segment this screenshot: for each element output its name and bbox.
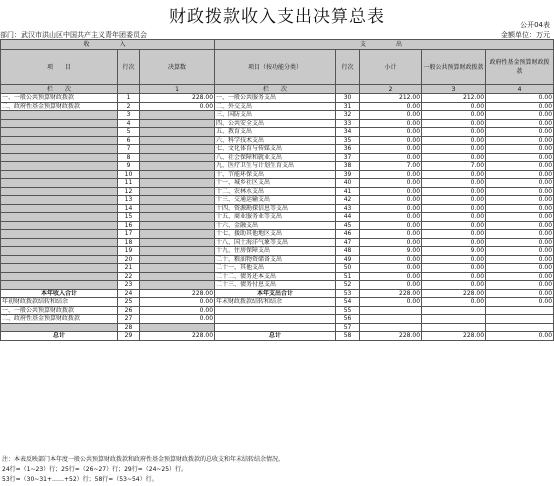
left-item-cell xyxy=(1,230,118,239)
right-line-cell: 43 xyxy=(336,204,360,213)
right-line-cell: 55 xyxy=(336,306,360,315)
subtotal-cell: 0.00 xyxy=(360,255,422,264)
table-row xyxy=(1,221,554,230)
right-line-cell: 31 xyxy=(336,102,360,111)
fund-amount-cell: 0.00 xyxy=(486,264,554,273)
left-item-cell xyxy=(1,145,118,154)
right-line-cell: 45 xyxy=(336,221,360,230)
col-budget: 决算数 xyxy=(140,50,215,85)
left-line-cell: 16 xyxy=(118,221,140,230)
left-line-cell: 24 xyxy=(118,289,140,298)
general-amount-cell: 0.00 xyxy=(422,196,486,205)
left-item-cell xyxy=(1,119,118,128)
fund-amount-cell: 0.00 xyxy=(486,170,554,179)
subtotal-cell: 0.00 xyxy=(360,119,422,128)
left-line-cell: 15 xyxy=(118,213,140,222)
right-line-cell: 48 xyxy=(336,247,360,256)
left-item-cell xyxy=(1,162,118,171)
left-item-cell xyxy=(1,281,118,290)
right-line-cell: 46 xyxy=(336,230,360,239)
fund-amount-cell: 0.00 xyxy=(486,221,554,230)
table-row xyxy=(1,264,554,273)
right-line-cell: 50 xyxy=(336,264,360,273)
fund-amount-cell: 0.00 xyxy=(486,153,554,162)
right-line-cell: 56 xyxy=(336,315,360,324)
table-row xyxy=(1,289,554,298)
general-amount-cell: 0.00 xyxy=(422,179,486,188)
table-row xyxy=(1,230,554,239)
col-num-1: 1 xyxy=(140,85,215,94)
subtotal-cell: 0.00 xyxy=(360,153,422,162)
fund-amount-cell: 0.00 xyxy=(486,213,554,222)
fund-amount-cell: 0.00 xyxy=(486,247,554,256)
right-item-cell: 九、医疗卫生与计划生育支出 xyxy=(215,162,336,171)
general-amount-cell: 228.00 xyxy=(422,332,486,341)
general-amount-cell: 228.00 xyxy=(422,289,486,298)
general-amount-cell: 0.00 xyxy=(422,145,486,154)
table-row xyxy=(1,153,554,162)
general-amount-cell: 0.00 xyxy=(422,102,486,111)
subtotal-cell: 0.00 xyxy=(360,170,422,179)
right-item-cell: 十九、住房保障支出 xyxy=(215,247,336,256)
left-amount-cell: 228.00 xyxy=(140,332,215,341)
subtotal-cell: 9.00 xyxy=(360,247,422,256)
subtotal-cell: 0.00 xyxy=(360,196,422,205)
general-amount-cell: 9.00 xyxy=(422,247,486,256)
col-item: 项 目 xyxy=(1,50,118,85)
table-row xyxy=(1,145,554,154)
table-row xyxy=(1,298,554,307)
fund-amount-cell: 0.00 xyxy=(486,119,554,128)
right-item-cell xyxy=(215,315,336,324)
left-amount-cell xyxy=(140,213,215,222)
table-row xyxy=(1,255,554,264)
fund-amount-cell: 0.00 xyxy=(486,179,554,188)
subtotal-cell: 0.00 xyxy=(360,264,422,273)
left-item-cell xyxy=(1,196,118,205)
left-item-cell xyxy=(1,221,118,230)
left-item-cell xyxy=(1,272,118,281)
table-row xyxy=(1,102,554,111)
col-num-3: 3 xyxy=(422,85,486,94)
subtotal-cell: 0.00 xyxy=(360,187,422,196)
left-line-cell: 4 xyxy=(118,119,140,128)
left-item-cell xyxy=(1,247,118,256)
general-amount-cell: 212.00 xyxy=(422,94,486,103)
fund-amount-cell xyxy=(486,306,554,315)
left-item-cell xyxy=(1,238,118,247)
left-amount-cell xyxy=(140,136,215,145)
col-line: 行次 xyxy=(118,50,140,85)
right-item-cell: 年末财政拨款结转和结余 xyxy=(215,298,336,307)
table-row xyxy=(1,111,554,120)
general-amount-cell: 0.00 xyxy=(422,255,486,264)
left-amount-cell xyxy=(140,187,215,196)
right-item-cell: 十八、国土海洋气象等支出 xyxy=(215,238,336,247)
fund-amount-cell: 0.00 xyxy=(486,255,554,264)
col-label-2: 栏 次 xyxy=(215,85,336,94)
general-amount-cell: 0.00 xyxy=(422,298,486,307)
right-item-cell: 五、教育支出 xyxy=(215,128,336,137)
col-num-2: 2 xyxy=(360,85,422,94)
left-item-cell: 二、政府性基金预算财政拨款 xyxy=(1,315,118,324)
right-item-cell: 十四、资源勘探信息等支出 xyxy=(215,204,336,213)
left-item-cell xyxy=(1,187,118,196)
table-row xyxy=(1,187,554,196)
right-line-cell: 53 xyxy=(336,289,360,298)
right-line-cell: 51 xyxy=(336,272,360,281)
left-line-cell: 25 xyxy=(118,298,140,307)
subtotal-cell: 0.00 xyxy=(360,145,422,154)
col-num-4: 4 xyxy=(486,85,554,94)
table-row xyxy=(1,247,554,256)
footnote-line: 24行=（1~23）行；25行=（26~27）行；29行=（24~25）行。 xyxy=(2,466,188,473)
subtotal-cell: 228.00 xyxy=(360,289,422,298)
left-amount-cell: 228.00 xyxy=(140,289,215,298)
subtotal-cell xyxy=(360,315,422,324)
right-line-cell: 49 xyxy=(336,255,360,264)
subtotal-cell: 0.00 xyxy=(360,111,422,120)
left-amount-cell xyxy=(140,153,215,162)
left-line-cell: 21 xyxy=(118,264,140,273)
right-line-cell: 44 xyxy=(336,213,360,222)
left-item-cell xyxy=(1,213,118,222)
subtotal-cell: 0.00 xyxy=(360,136,422,145)
left-amount-cell xyxy=(140,111,215,120)
right-line-cell: 54 xyxy=(336,298,360,307)
right-item-cell: 二十、粮油物资储备支出 xyxy=(215,255,336,264)
footnote-line: 注：本表反映部门本年度一般公共预算财政拨款和政府性基金预算财政拨款的总收支和年末结转结余情况。 xyxy=(2,456,285,463)
fund-amount-cell: 0.00 xyxy=(486,272,554,281)
right-item-cell: 七、文化体育与传媒支出 xyxy=(215,145,336,154)
footnote-line: 53行=（30~31+……+52）行；58行=（53~54）行。 xyxy=(2,476,158,483)
left-amount-cell xyxy=(140,162,215,171)
fund-amount-cell: 0.00 xyxy=(486,136,554,145)
table-row xyxy=(1,196,554,205)
left-item-cell xyxy=(1,255,118,264)
left-amount-cell xyxy=(140,230,215,239)
right-line-cell: 41 xyxy=(336,187,360,196)
right-item-cell: 四、公共安全支出 xyxy=(215,119,336,128)
left-line-cell: 20 xyxy=(118,255,140,264)
department-label: 部门：武汉市洪山区中国共产主义青年团委员会 xyxy=(0,31,147,39)
right-line-cell: 57 xyxy=(336,323,360,332)
subtotal-cell: 212.00 xyxy=(360,94,422,103)
right-item-cell: 二十一、其他支出 xyxy=(215,264,336,273)
general-amount-cell: 0.00 xyxy=(422,119,486,128)
right-line-cell: 38 xyxy=(336,162,360,171)
col-general: 一般公共预算财政拨款 xyxy=(422,50,486,85)
expense-header: 支 出 xyxy=(215,40,554,50)
left-amount-cell xyxy=(140,196,215,205)
table-row xyxy=(1,170,554,179)
fund-amount-cell: 0.00 xyxy=(486,128,554,137)
left-line-cell: 2 xyxy=(118,102,140,111)
right-item-cell xyxy=(215,323,336,332)
table-row xyxy=(1,281,554,290)
general-amount-cell: 0.00 xyxy=(422,128,486,137)
general-amount-cell: 0.00 xyxy=(422,153,486,162)
report-title: 财政拨款收入支出决算总表 xyxy=(169,7,385,27)
left-item-cell: 总计 xyxy=(1,332,118,341)
left-line-cell: 19 xyxy=(118,247,140,256)
left-line-cell: 14 xyxy=(118,204,140,213)
form-number: 公开04表 xyxy=(520,21,550,29)
subtotal-cell: 0.00 xyxy=(360,204,422,213)
left-line-cell: 3 xyxy=(118,111,140,120)
general-amount-cell: 0.00 xyxy=(422,187,486,196)
table-row xyxy=(1,162,554,171)
fund-amount-cell: 0.00 xyxy=(486,289,554,298)
right-item-cell: 二、外交支出 xyxy=(215,102,336,111)
col-subtotal: 小计 xyxy=(360,50,422,85)
left-item-cell: 一、一般公共预算财政拨款 xyxy=(1,306,118,315)
left-item-cell: 年初财政拨款结转和结余 xyxy=(1,298,118,307)
left-line-cell: 22 xyxy=(118,272,140,281)
left-item-cell xyxy=(1,170,118,179)
right-item-cell: 总计 xyxy=(215,332,336,341)
right-line-cell: 30 xyxy=(336,94,360,103)
left-amount-cell xyxy=(140,119,215,128)
subtotal-cell xyxy=(360,306,422,315)
right-item-cell: 十一、城乡社区支出 xyxy=(215,179,336,188)
right-line-cell: 34 xyxy=(336,128,360,137)
right-item-cell xyxy=(215,306,336,315)
fund-amount-cell: 0.00 xyxy=(486,162,554,171)
right-line-cell: 32 xyxy=(336,111,360,120)
right-line-cell: 42 xyxy=(336,196,360,205)
col-func-item: 项目（按功能分类） xyxy=(215,50,336,85)
table-row xyxy=(1,94,554,103)
left-line-cell: 10 xyxy=(118,170,140,179)
fund-amount-cell: 0.00 xyxy=(486,196,554,205)
table-row xyxy=(1,306,554,315)
left-line-cell: 5 xyxy=(118,128,140,137)
left-amount-cell: 0.00 xyxy=(140,306,215,315)
subtotal-cell: 0.00 xyxy=(360,221,422,230)
right-line-cell: 36 xyxy=(336,145,360,154)
table-row xyxy=(1,136,554,145)
general-amount-cell: 0.00 xyxy=(422,136,486,145)
left-amount-cell xyxy=(140,272,215,281)
right-line-cell: 40 xyxy=(336,179,360,188)
left-item-cell xyxy=(1,128,118,137)
right-item-cell: 十六、金融支出 xyxy=(215,221,336,230)
left-amount-cell xyxy=(140,281,215,290)
table-row xyxy=(1,179,554,188)
right-item-cell: 八、社会保障和就业支出 xyxy=(215,153,336,162)
table-row xyxy=(1,119,554,128)
subtotal-cell: 0.00 xyxy=(360,102,422,111)
right-item-cell: 六、科学技术支出 xyxy=(215,136,336,145)
left-line-cell: 1 xyxy=(118,94,140,103)
left-amount-cell xyxy=(140,255,215,264)
general-amount-cell: 0.00 xyxy=(422,111,486,120)
col-fund: 政府性基金预算财政拨款 xyxy=(486,50,554,85)
general-amount-cell xyxy=(422,323,486,332)
fund-amount-cell: 0.00 xyxy=(486,332,554,341)
left-line-cell: 9 xyxy=(118,162,140,171)
subtotal-cell: 0.00 xyxy=(360,179,422,188)
left-line-cell: 28 xyxy=(118,323,140,332)
general-amount-cell: 0.00 xyxy=(422,230,486,239)
general-amount-cell: 0.00 xyxy=(422,213,486,222)
left-item-cell: 二、政府性基金预算财政拨款 xyxy=(1,102,118,111)
fund-amount-cell: 0.00 xyxy=(486,187,554,196)
left-item-cell xyxy=(1,136,118,145)
right-item-cell: 二十二、债务还本支出 xyxy=(215,272,336,281)
left-amount-cell xyxy=(140,238,215,247)
left-amount-cell xyxy=(140,247,215,256)
left-line-cell: 6 xyxy=(118,136,140,145)
subtotal-cell: 0.00 xyxy=(360,272,422,281)
right-item-cell: 十五、商业服务业等支出 xyxy=(215,213,336,222)
left-amount-cell xyxy=(140,221,215,230)
left-item-cell xyxy=(1,179,118,188)
left-item-cell xyxy=(1,153,118,162)
left-item-cell xyxy=(1,204,118,213)
right-line-cell: 37 xyxy=(336,153,360,162)
fund-amount-cell: 0.00 xyxy=(486,94,554,103)
subtotal-cell: 0.00 xyxy=(360,238,422,247)
fund-amount-cell xyxy=(486,323,554,332)
general-amount-cell: 0.00 xyxy=(422,204,486,213)
left-item-cell: 本年收入合计 xyxy=(1,289,118,298)
left-amount-cell xyxy=(140,179,215,188)
general-amount-cell xyxy=(422,306,486,315)
fund-amount-cell: 0.00 xyxy=(486,230,554,239)
table-row xyxy=(1,204,554,213)
right-line-cell: 33 xyxy=(336,119,360,128)
left-amount-cell: 0.00 xyxy=(140,102,215,111)
left-item-cell xyxy=(1,111,118,120)
right-line-cell: 47 xyxy=(336,238,360,247)
fund-amount-cell: 0.00 xyxy=(486,204,554,213)
left-line-cell: 11 xyxy=(118,179,140,188)
fund-amount-cell: 0.00 xyxy=(486,111,554,120)
left-amount-cell xyxy=(140,264,215,273)
left-item-cell xyxy=(1,264,118,273)
col-line-2: 行次 xyxy=(336,50,360,85)
table-row xyxy=(1,213,554,222)
left-line-cell: 29 xyxy=(118,332,140,341)
left-amount-cell xyxy=(140,128,215,137)
right-item-cell: 十三、交通运输支出 xyxy=(215,196,336,205)
fund-amount-cell: 0.00 xyxy=(486,102,554,111)
general-amount-cell: 0.00 xyxy=(422,238,486,247)
right-item-cell: 三、国防支出 xyxy=(215,111,336,120)
left-amount-cell: 0.00 xyxy=(140,315,215,324)
general-amount-cell: 0.00 xyxy=(422,221,486,230)
left-line-cell: 23 xyxy=(118,281,140,290)
income-header: 收 入 xyxy=(1,40,215,50)
table-body xyxy=(1,94,554,341)
general-amount-cell: 7.00 xyxy=(422,162,486,171)
right-item-cell: 十七、援助其他地区支出 xyxy=(215,230,336,239)
left-amount-cell xyxy=(140,170,215,179)
subtotal-cell: 0.00 xyxy=(360,281,422,290)
left-line-cell: 8 xyxy=(118,153,140,162)
table-row xyxy=(1,128,554,137)
left-line-cell: 17 xyxy=(118,230,140,239)
left-line-cell: 26 xyxy=(118,306,140,315)
right-item-cell: 一、一般公共服务支出 xyxy=(215,94,336,103)
left-line-cell: 12 xyxy=(118,187,140,196)
right-line-cell: 35 xyxy=(336,136,360,145)
left-amount-cell: 228.00 xyxy=(140,94,215,103)
table-row xyxy=(1,238,554,247)
general-amount-cell xyxy=(422,315,486,324)
subtotal-cell: 0.00 xyxy=(360,230,422,239)
fund-amount-cell: 0.00 xyxy=(486,145,554,154)
col-label: 栏 次 xyxy=(1,85,118,94)
table-row xyxy=(1,323,554,332)
subtotal-cell: 0.00 xyxy=(360,128,422,137)
right-line-cell: 52 xyxy=(336,281,360,290)
budget-table xyxy=(0,39,554,341)
table-row xyxy=(1,332,554,341)
right-item-cell: 十二、农林水支出 xyxy=(215,187,336,196)
general-amount-cell: 0.00 xyxy=(422,170,486,179)
subtotal-cell xyxy=(360,323,422,332)
left-line-cell: 18 xyxy=(118,238,140,247)
left-amount-cell: 0.00 xyxy=(140,298,215,307)
left-item-cell xyxy=(1,323,118,332)
fund-amount-cell: 0.00 xyxy=(486,238,554,247)
left-amount-cell xyxy=(140,323,215,332)
subtotal-cell: 0.00 xyxy=(360,298,422,307)
fund-amount-cell: 0.00 xyxy=(486,298,554,307)
left-line-cell: 13 xyxy=(118,196,140,205)
left-amount-cell xyxy=(140,145,215,154)
left-amount-cell xyxy=(140,204,215,213)
right-item-cell: 十、节能环保支出 xyxy=(215,170,336,179)
amount-unit: 金额单位：万元 xyxy=(501,31,550,39)
table-row xyxy=(1,315,554,324)
fund-amount-cell: 0.00 xyxy=(486,281,554,290)
left-item-cell: 一、一般公共预算财政拨款 xyxy=(1,94,118,103)
general-amount-cell: 0.00 xyxy=(422,281,486,290)
table-row xyxy=(1,272,554,281)
fund-amount-cell xyxy=(486,315,554,324)
left-line-cell: 27 xyxy=(118,315,140,324)
left-line-cell: 7 xyxy=(118,145,140,154)
right-line-cell: 39 xyxy=(336,170,360,179)
subtotal-cell: 0.00 xyxy=(360,213,422,222)
subtotal-cell: 228.00 xyxy=(360,332,422,341)
right-item-cell: 二十三、债务付息支出 xyxy=(215,281,336,290)
subtotal-cell: 7.00 xyxy=(360,162,422,171)
general-amount-cell: 0.00 xyxy=(422,264,486,273)
general-amount-cell: 0.00 xyxy=(422,272,486,281)
right-line-cell: 58 xyxy=(336,332,360,341)
right-item-cell: 本年支出合计 xyxy=(215,289,336,298)
